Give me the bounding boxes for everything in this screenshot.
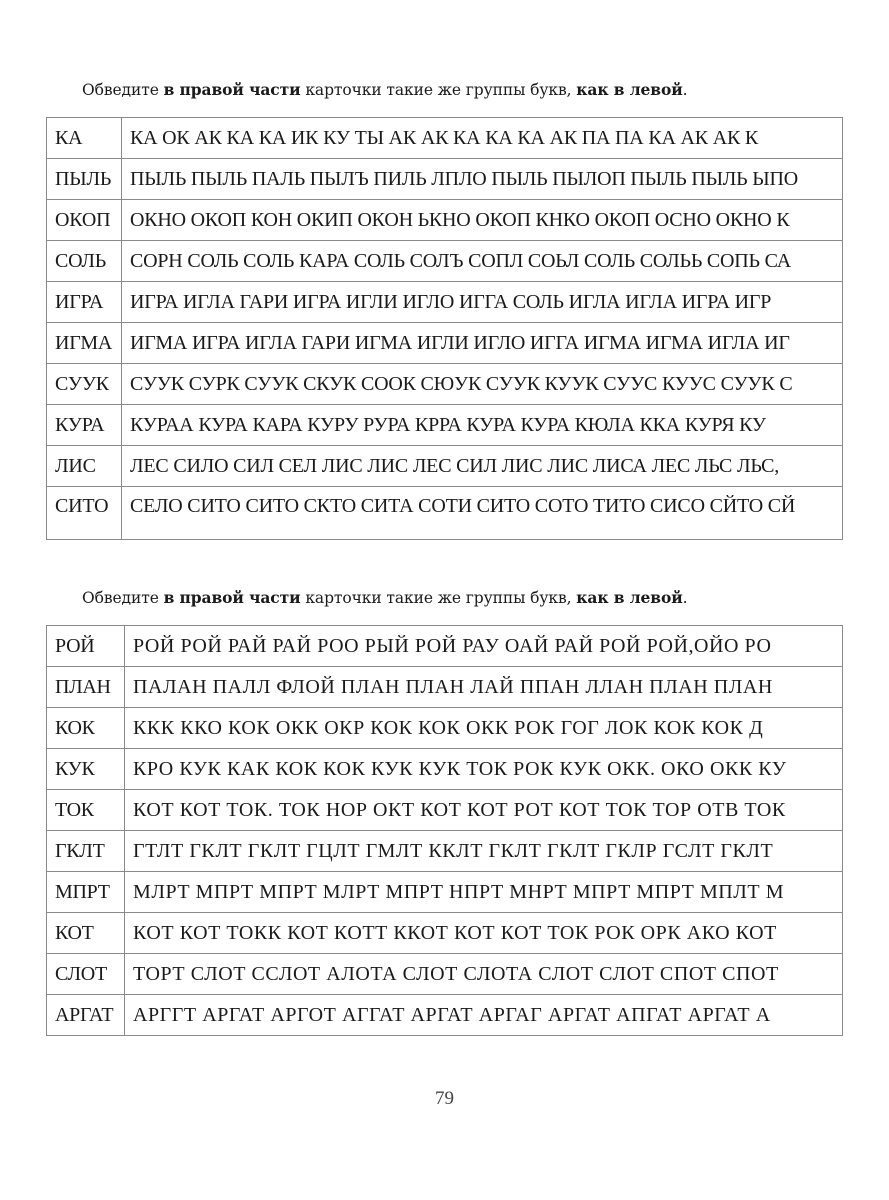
- instruction-text: .: [682, 81, 688, 99]
- card-row: [47, 831, 843, 872]
- card-row: [47, 626, 843, 667]
- instruction-text: карточки такие же группы букв,: [300, 589, 577, 607]
- card-row: [47, 364, 843, 405]
- reference-group: ИГМА: [47, 323, 122, 364]
- card-row: [47, 200, 843, 241]
- instruction-bold: в правой части: [163, 80, 301, 99]
- reference-group: КУК: [47, 749, 125, 790]
- letter-groups-line: СУУК СУРК СУУК СКУК СООК СЮУК СУУК КУУК СУУС КУУС СУУК С: [122, 364, 843, 405]
- page-number: 79: [435, 1088, 454, 1109]
- letter-groups-line: МЛРТ МПРТ МПРТ МЛРТ МПРТ НПРТ МНРТ МПРТ МПРТ МПЛТ М: [125, 872, 843, 913]
- letter-groups-line: ПАЛАН ПАЛЛ ФЛОЙ ПЛАН ПЛАН ЛАЙ ППАН ЛЛАН ПЛАН ПЛАН: [125, 667, 843, 708]
- reference-group: КА: [47, 118, 122, 159]
- instruction-2: [82, 588, 687, 607]
- letter-groups-line: АРГГТ АРГАТ АРГОТ АГГАТ АРГАТ АРГАГ АРГАТ АПГАТ АРГАТ А: [125, 995, 843, 1036]
- reference-group: СИТО: [47, 487, 122, 540]
- card-row: [47, 872, 843, 913]
- reference-group: ЛИС: [47, 446, 122, 487]
- instruction-text: Обведите: [82, 589, 164, 607]
- letter-groups-line: ОКНО ОКОП КОН ОКИП ОКОН ЬКНО ОКОП КНКО ОКОП ОСНО ОКНО К: [122, 200, 843, 241]
- reference-group: КОТ: [47, 913, 125, 954]
- letter-card-2: [46, 625, 843, 1036]
- card-row: [47, 446, 843, 487]
- letter-groups-line: ТОРТ СЛОТ ССЛОТ АЛОТА СЛОТ СЛОТА СЛОТ СЛОТ СПОТ СПОТ: [125, 954, 843, 995]
- reference-group: АРГАТ: [47, 995, 125, 1036]
- instruction-1: [82, 80, 687, 99]
- letter-groups-line: КОТ КОТ ТОК. ТОК НОР ОКТ КОТ КОТ РОТ КОТ ТОК ТОР ОТВ ТОК: [125, 790, 843, 831]
- card-row: [47, 323, 843, 364]
- letter-groups-line: ИГМА ИГРА ИГЛА ГАРИ ИГМА ИГЛИ ИГЛО ИГГА ИГМА ИГМА ИГЛА ИГ: [122, 323, 843, 364]
- reference-group: КУРА: [47, 405, 122, 446]
- letter-groups-line: ЛЕС СИЛО СИЛ СЕЛ ЛИС ЛИС ЛЕС СИЛ ЛИС ЛИС ЛИСА ЛЕС ЛЬС ЛЬС,: [122, 446, 843, 487]
- card-row: [47, 790, 843, 831]
- letter-groups-line: СЕЛО СИТО СИТО СКТО СИТА СОТИ СИТО СОТО ТИТО СИСО СЙТО СЙ: [122, 487, 843, 540]
- card-row: [47, 159, 843, 200]
- letter-groups-line: КУРАА КУРА КАРА КУРУ РУРА КРРА КУРА КУРА КЮЛА ККА КУРЯ КУ: [122, 405, 843, 446]
- card-row: [47, 954, 843, 995]
- instruction-bold: как в левой: [576, 80, 683, 99]
- instruction-bold: в правой части: [163, 588, 301, 607]
- letter-groups-line: СОРН СОЛЬ СОЛЬ КАРА СОЛЬ СОЛЪ СОПЛ СОЬЛ СОЛЬ СОЛЬЬ СОПЬ СА: [122, 241, 843, 282]
- reference-group: ОКОП: [47, 200, 122, 241]
- letter-groups-line: ККК ККО КОК ОКК ОКР КОК КОК ОКК РОК ГОГ ЛОК КОК КОК Д: [125, 708, 843, 749]
- card-row: [47, 667, 843, 708]
- card-row: [47, 995, 843, 1036]
- reference-group: МПРТ: [47, 872, 125, 913]
- card-row: [47, 708, 843, 749]
- letter-groups-line: ПЫЛЬ ПЫЛЬ ПАЛЬ ПЫЛЪ ПИЛЬ ЛПЛО ПЫЛЬ ПЫЛОП ПЫЛЬ ПЫЛЬ ЫПО: [122, 159, 843, 200]
- card-row: [47, 405, 843, 446]
- reference-group: ТОК: [47, 790, 125, 831]
- instruction-text: карточки такие же группы букв,: [300, 81, 577, 99]
- reference-group: СУУК: [47, 364, 122, 405]
- reference-group: ИГРА: [47, 282, 122, 323]
- instruction-text: Обведите: [82, 81, 164, 99]
- letter-groups-line: КРО КУК КАК КОК КОК КУК КУК ТОК РОК КУК ОКК. ОКО ОКК КУ: [125, 749, 843, 790]
- card-row: [47, 913, 843, 954]
- instruction-text: .: [682, 589, 688, 607]
- letter-card-1: [46, 117, 843, 540]
- letter-groups-line: КОТ КОТ ТОКК КОТ КОТТ ККОТ КОТ КОТ ТОК РОК ОРК АКО КОТ: [125, 913, 843, 954]
- reference-group: РОЙ: [47, 626, 125, 667]
- reference-group: СЛОТ: [47, 954, 125, 995]
- card-row: [47, 241, 843, 282]
- card-row: [47, 749, 843, 790]
- letter-groups-line: ИГРА ИГЛА ГАРИ ИГРА ИГЛИ ИГЛО ИГГА СОЛЬ ИГЛА ИГЛА ИГРА ИГР: [122, 282, 843, 323]
- reference-group: ГКЛТ: [47, 831, 125, 872]
- reference-group: КОК: [47, 708, 125, 749]
- letter-groups-line: ГТЛТ ГКЛТ ГКЛТ ГЦЛТ ГМЛТ ККЛТ ГКЛТ ГКЛТ ГКЛР ГСЛТ ГКЛТ: [125, 831, 843, 872]
- card-row: [47, 282, 843, 323]
- card-row: [47, 487, 843, 540]
- reference-group: СОЛЬ: [47, 241, 122, 282]
- card-row: [47, 118, 843, 159]
- letter-groups-line: РОЙ РОЙ РАЙ РАЙ РОО РЫЙ РОЙ РАУ ОАЙ РАЙ РОЙ РОЙ,ОЙО РО: [125, 626, 843, 667]
- letter-groups-line: КА ОК АК КА КА ИК КУ ТЫ АК АК КА КА КА АК ПА ПА КА АК АК К: [122, 118, 843, 159]
- reference-group: ПЛАН: [47, 667, 125, 708]
- instruction-bold: как в левой: [576, 588, 683, 607]
- reference-group: ПЫЛЬ: [47, 159, 122, 200]
